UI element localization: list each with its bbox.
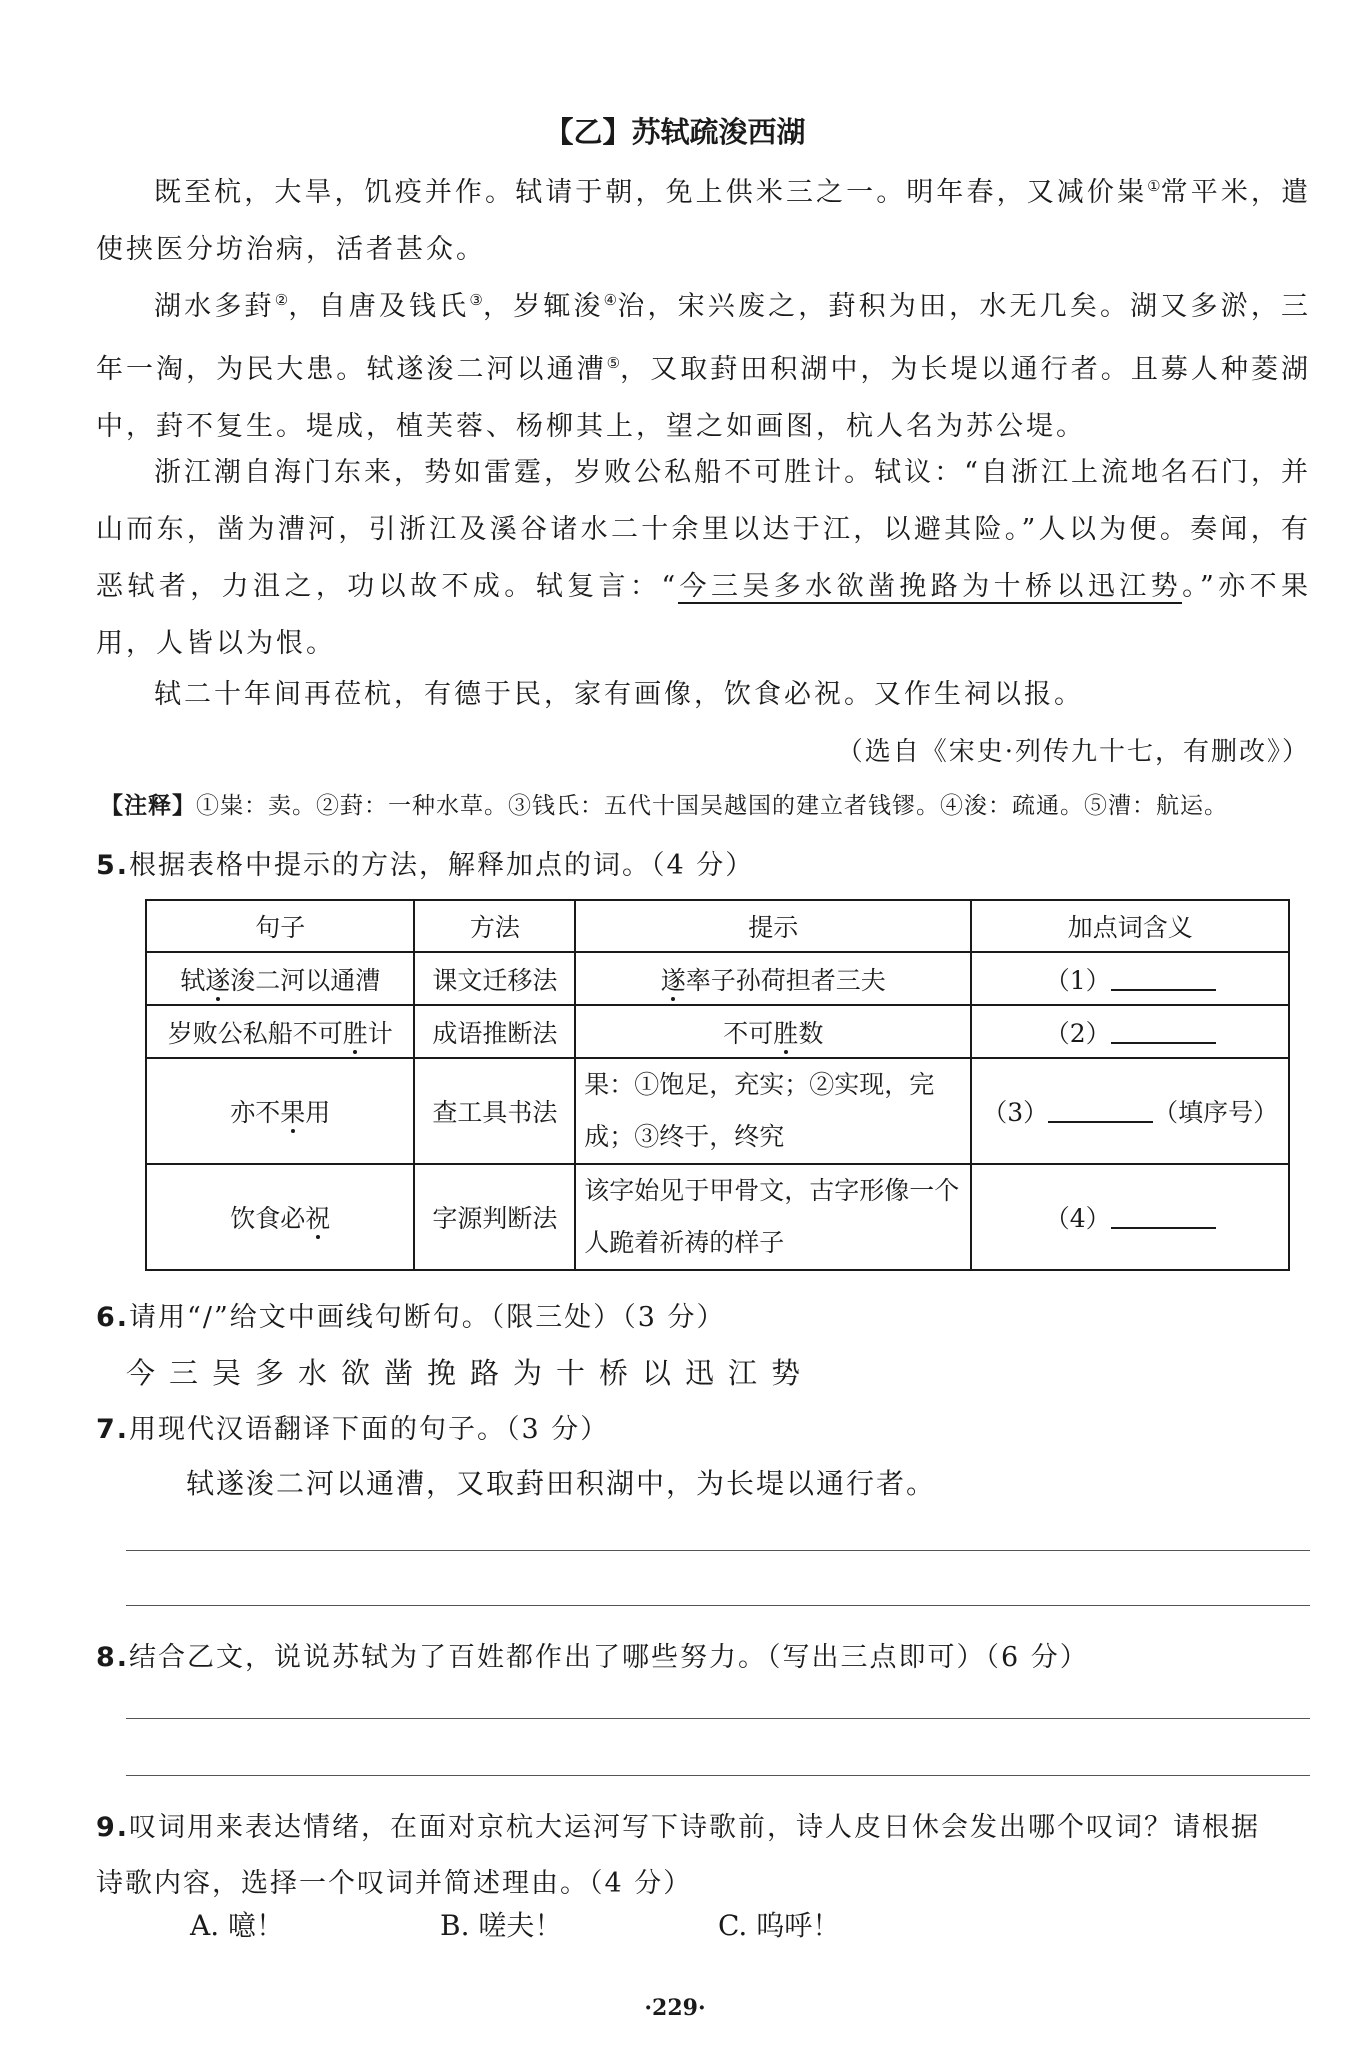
dotted-word: 遂 xyxy=(205,965,231,995)
answer-cell[interactable]: （1） xyxy=(971,952,1289,1005)
passage-paragraph-3: 浙江潮自海门东来，势如雷霆，岁败公私船不可胜计。轼议：“自浙江上流地名石门，并山而东，凿为漕河，引浙江及溪谷诸水二十余里以达于江，以避其险。”人以为便。奏闻，有恶轼者，力沮之，功以故不成。轼复言：“今三吴多水欲凿挽路为十桥以迅江势。”亦不果用，人皆以为恨。 xyxy=(96,457,1311,659)
method-cell: 课文迁移法 xyxy=(414,952,575,1005)
question-6: 6.请用“/”给文中画线句断句。（限三处）（3 分） xyxy=(96,1302,726,1333)
page-number: ·229· xyxy=(644,1995,706,2021)
dotted-word: 胜 xyxy=(773,1018,799,1048)
footnote-marker: ③ xyxy=(469,291,483,309)
answer-blank[interactable] xyxy=(1111,965,1216,991)
underlined-sentence: 今三吴多水欲凿挽路为十桥以迅江势 xyxy=(678,571,1183,602)
method-cell: 字源判断法 xyxy=(414,1164,575,1270)
answer-cell[interactable]: （4） xyxy=(971,1164,1289,1270)
passage-paragraph-2: 湖水多葑②，自唐及钱氏③，岁辄浚④治，宋兴废之，葑积为田，水无几矣。湖又多淤，三年一淘，为民大患。轼遂浚二河以通漕⑤，又取葑田积湖中，为长堤以通行者。且募人种菱湖中，葑不复生。堤成，植芙蓉、杨柳其上，望之如画图，杭人名为苏公堤。 xyxy=(96,291,1312,442)
question-7: 7.用现代汉语翻译下面的句子。（3 分） xyxy=(96,1414,610,1445)
sentence-cell: 轼遂浚二河以通漕 xyxy=(146,952,414,1005)
table-row xyxy=(146,1058,1289,1164)
notes-text: ①粜：卖。②葑：一种水草。③钱氏：五代十国吴越国的建立者钱镠。④浚：疏通。⑤漕：航运。 xyxy=(196,793,1228,819)
hint-cell: 不可胜数 xyxy=(575,1005,971,1058)
dotted-word: 果 xyxy=(280,1098,306,1127)
option-a[interactable]: A. 噫！ xyxy=(190,1909,285,1942)
footnote-marker: ① xyxy=(1147,177,1161,195)
sentence-cell: 亦不果用 xyxy=(146,1058,414,1164)
option-b[interactable]: B. 嗟夫！ xyxy=(440,1909,563,1942)
punctuation-sentence[interactable]: 今三吴多水欲凿挽路为十桥以迅江势 xyxy=(126,1356,815,1390)
question-9: 9.叹词用来表达情绪，在面对京杭大运河写下诗歌前，诗人皮日休会发出哪个叹词？请根据 xyxy=(96,1812,1261,1843)
passage-paragraph-4: 轼二十年间再莅杭，有德于民，家有画像，饮食必祝。又作生祠以报。 xyxy=(154,679,1084,710)
answer-line[interactable] xyxy=(126,1775,1310,1776)
sentence-cell: 岁败公私船不可胜计 xyxy=(146,1005,414,1058)
notes-label: 【注释】 xyxy=(100,793,196,819)
question-8: 8.结合乙文，说说苏轼为了百姓都作出了哪些努力。（写出三点即可）（6 分） xyxy=(96,1642,1089,1673)
hint-cell: 遂率子孙荷担者三夫 xyxy=(575,952,971,1005)
answer-line[interactable] xyxy=(126,1718,1310,1719)
answer-cell[interactable]: （3） （填序号） xyxy=(971,1058,1289,1164)
passage-title: 【乙】苏轼疏浚西湖 xyxy=(544,115,806,149)
table-header: 提示 xyxy=(575,900,971,952)
table-header-row xyxy=(146,900,1289,952)
sentence-cell: 饮食必祝 xyxy=(146,1164,414,1270)
answer-blank[interactable] xyxy=(1111,1018,1216,1044)
method-cell: 成语推断法 xyxy=(414,1005,575,1058)
footnote-marker: ② xyxy=(274,291,289,309)
translation-sentence: 轼遂浚二河以通漕，又取葑田积湖中，为长堤以通行者。 xyxy=(186,1467,937,1500)
dotted-word: 胜 xyxy=(342,1018,368,1048)
dotted-word: 祝 xyxy=(305,1204,331,1233)
annotations xyxy=(100,787,1330,820)
table-row xyxy=(146,1164,1289,1270)
method-cell: 查工具书法 xyxy=(414,1058,575,1164)
answer-blank[interactable] xyxy=(1048,1097,1153,1123)
source-citation: （选自《宋史·列传九十七，有删改》） xyxy=(836,737,1310,767)
answer-line[interactable] xyxy=(126,1605,1310,1606)
hint-cell: 该字始见于甲骨文，古字形像一个人跪着祈祷的样子 xyxy=(575,1164,971,1270)
table-header: 加点词含义 xyxy=(971,900,1289,952)
table-header: 句子 xyxy=(146,900,414,952)
answer-line[interactable] xyxy=(126,1550,1310,1551)
table-row xyxy=(146,1005,1289,1058)
footnote-marker: ⑤ xyxy=(606,354,621,372)
dotted-word: 遂 xyxy=(660,965,686,995)
footnote-marker: ④ xyxy=(603,291,618,309)
question-9-line-2: 诗歌内容，选择一个叹词并简述理由。（4 分） xyxy=(96,1868,693,1899)
vocabulary-table xyxy=(145,899,1290,1271)
answer-blank[interactable] xyxy=(1111,1203,1216,1229)
table-header: 方法 xyxy=(414,900,575,952)
passage-paragraph-1: 既至杭，大旱，饥疫并作。轼请于朝，免上供米三之一。明年春，又减价粜①常平米，遣使挟医分坊治病，活者甚众。 xyxy=(96,177,1312,265)
answer-cell[interactable]: （2） xyxy=(971,1005,1289,1058)
question-5: 5.根据表格中提示的方法，解释加点的词。（4 分） xyxy=(96,850,755,881)
option-c[interactable]: C. 呜呼！ xyxy=(718,1909,841,1942)
hint-cell: 果：①饱足，充实；②实现，完成；③终于，终究 xyxy=(575,1058,971,1164)
table-row xyxy=(146,952,1289,1005)
